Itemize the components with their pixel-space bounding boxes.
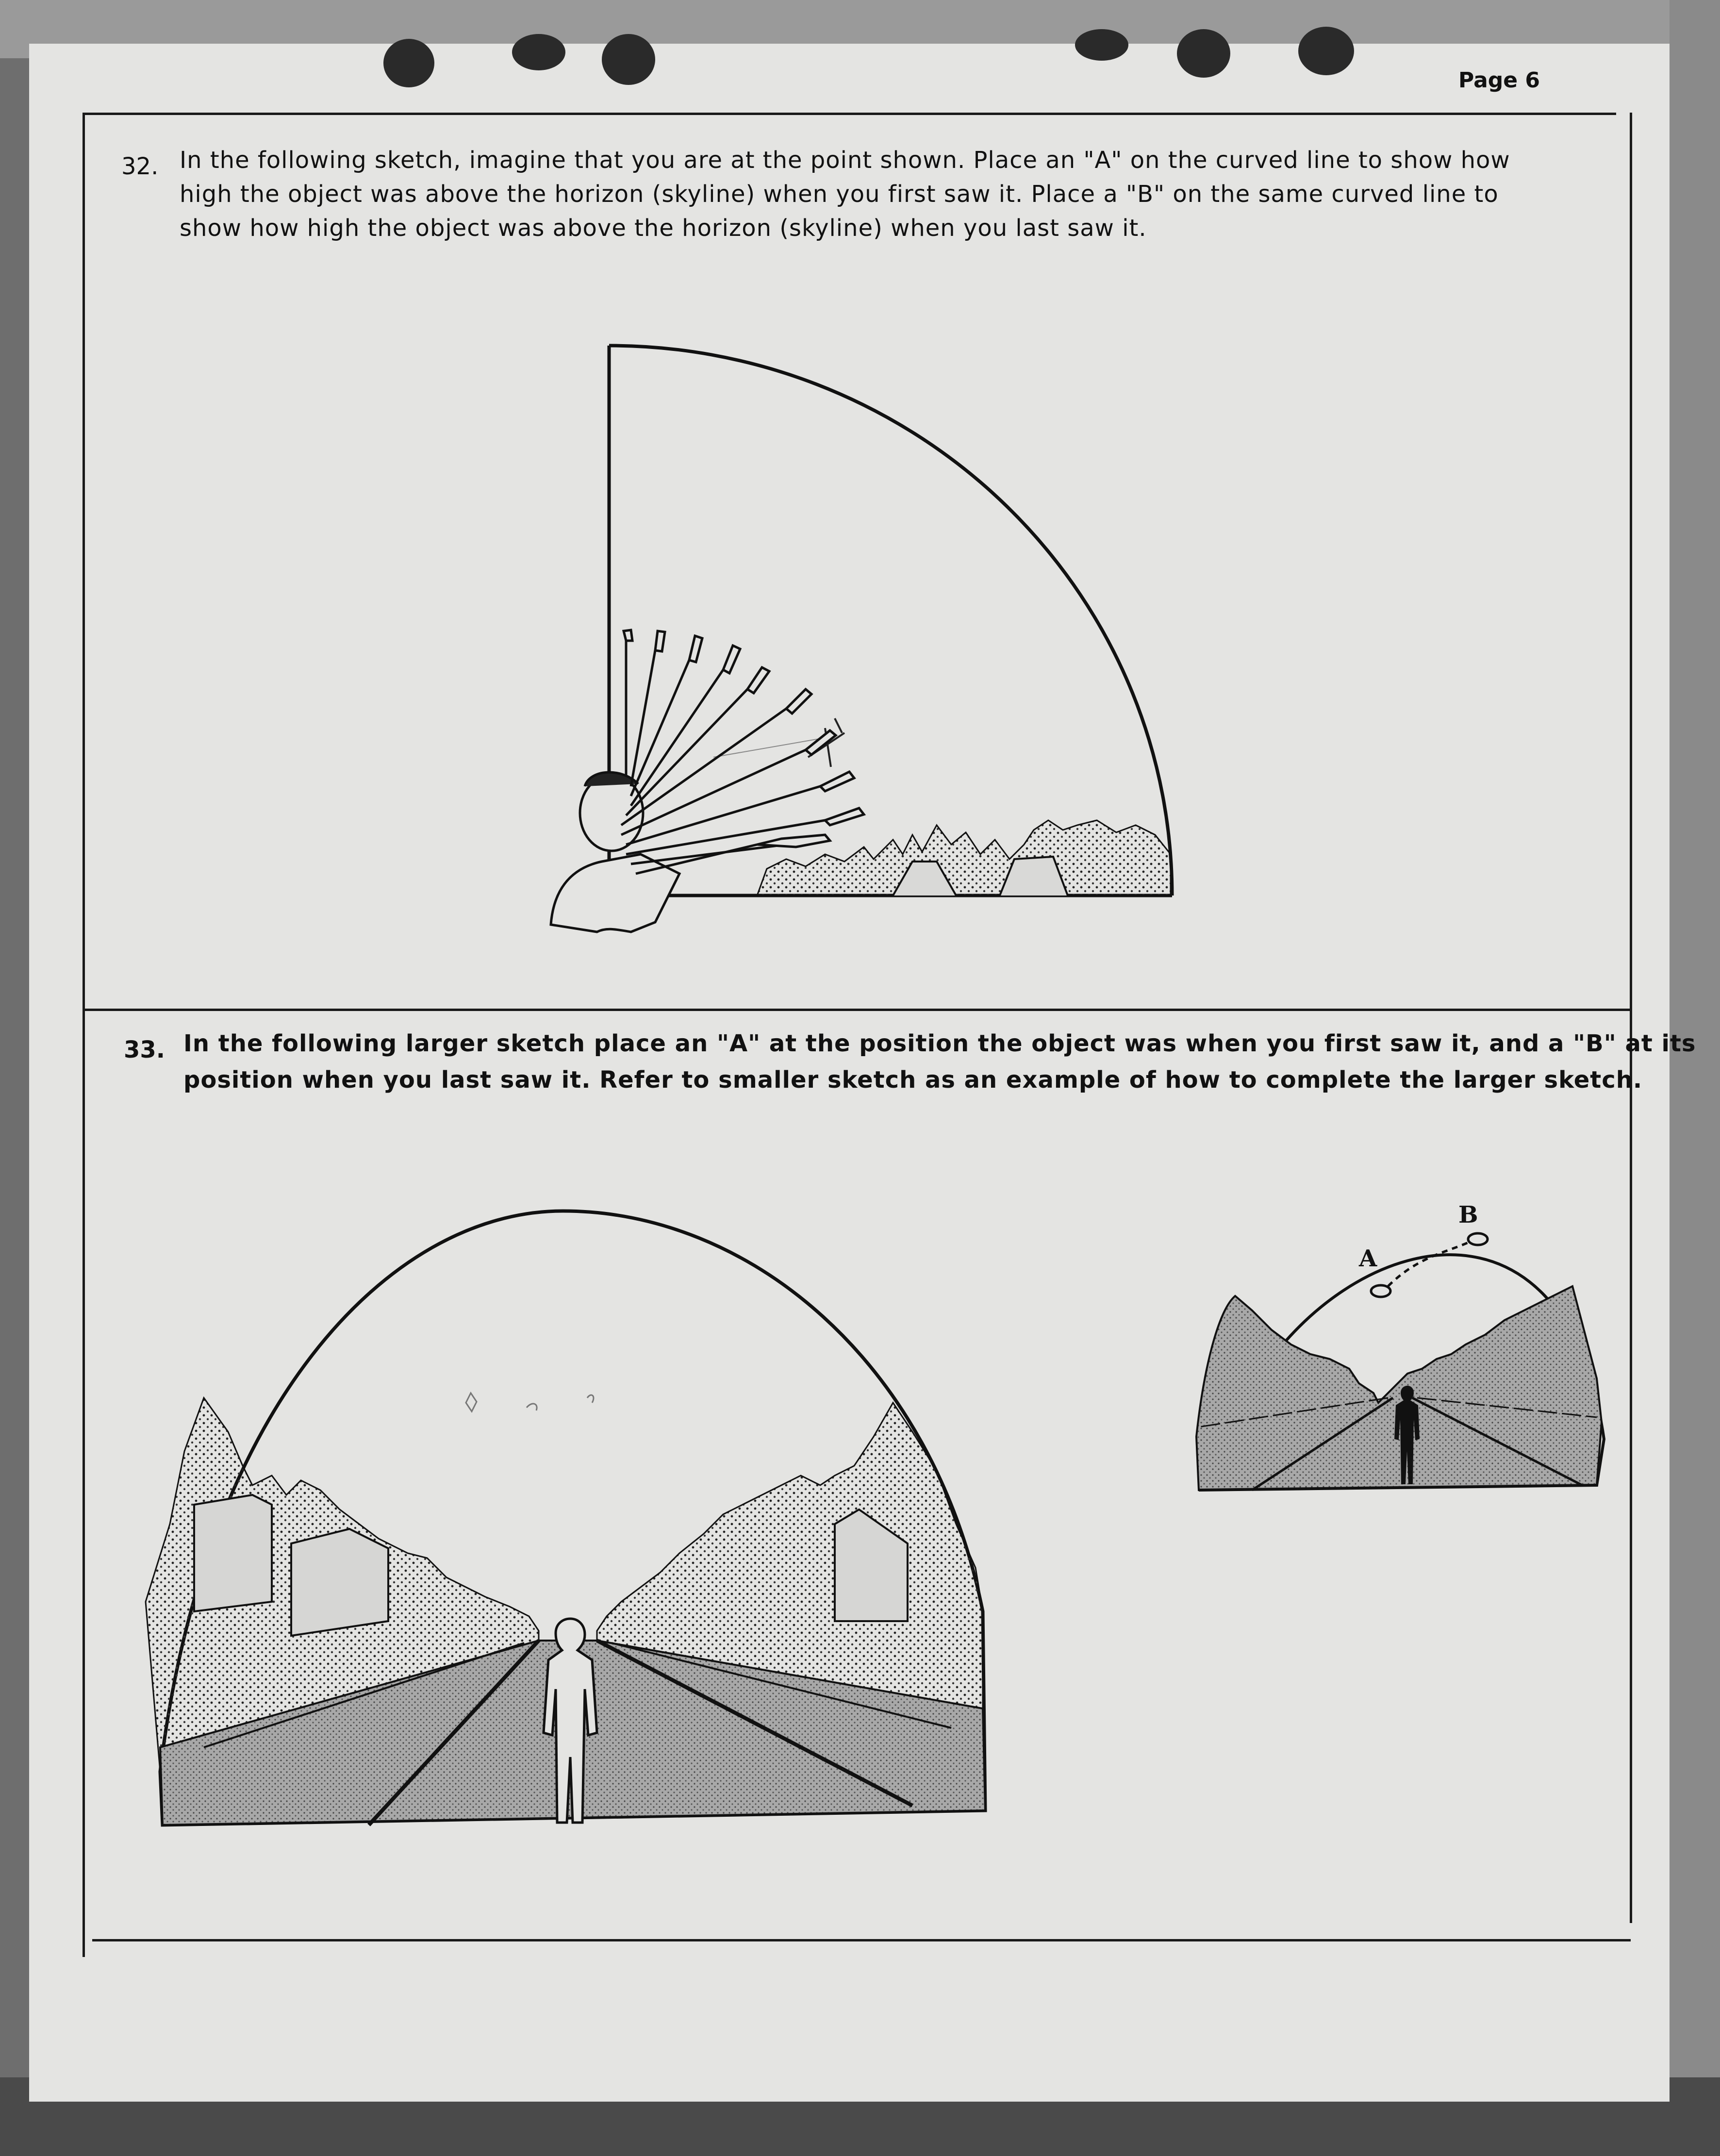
example-ground	[1196, 1286, 1602, 1490]
example-point-a	[1371, 1285, 1390, 1297]
example-label-a: A	[1359, 1245, 1377, 1272]
elevation-arc	[609, 346, 1172, 896]
question-32-line-1: In the following sketch, imagine that you are at the point shown. Place an "A" on the curved line to show how	[180, 147, 1510, 174]
page-number: Page 6	[1458, 68, 1540, 93]
question-33-line-1: In the following larger sketch place an "A" at the position the object was when you first saw it, and a "B" at its	[183, 1030, 1696, 1057]
question-33-number: 33.	[124, 1036, 165, 1063]
question-33-line-2: position when you last saw it. Refer to smaller sketch as an example of how to complete the larger sketch.	[183, 1066, 1643, 1094]
example-point-b	[1468, 1233, 1488, 1245]
skyline-houses	[757, 820, 1171, 896]
elevation-arc-sketch	[551, 346, 1172, 932]
question-32-line-3: show how high the object was above the horizon (skyline) when you last saw it.	[180, 215, 1147, 242]
question-32-line-2: high the object was above the horizon (skyline) when you first saw it. Place a "B" on the same curved line to	[180, 181, 1499, 208]
example-horizon-sketch	[1196, 1233, 1604, 1490]
question-32-number: 32.	[121, 153, 159, 180]
large-horizon-sketch	[146, 1211, 985, 1825]
example-label-b: B	[1458, 1201, 1478, 1228]
